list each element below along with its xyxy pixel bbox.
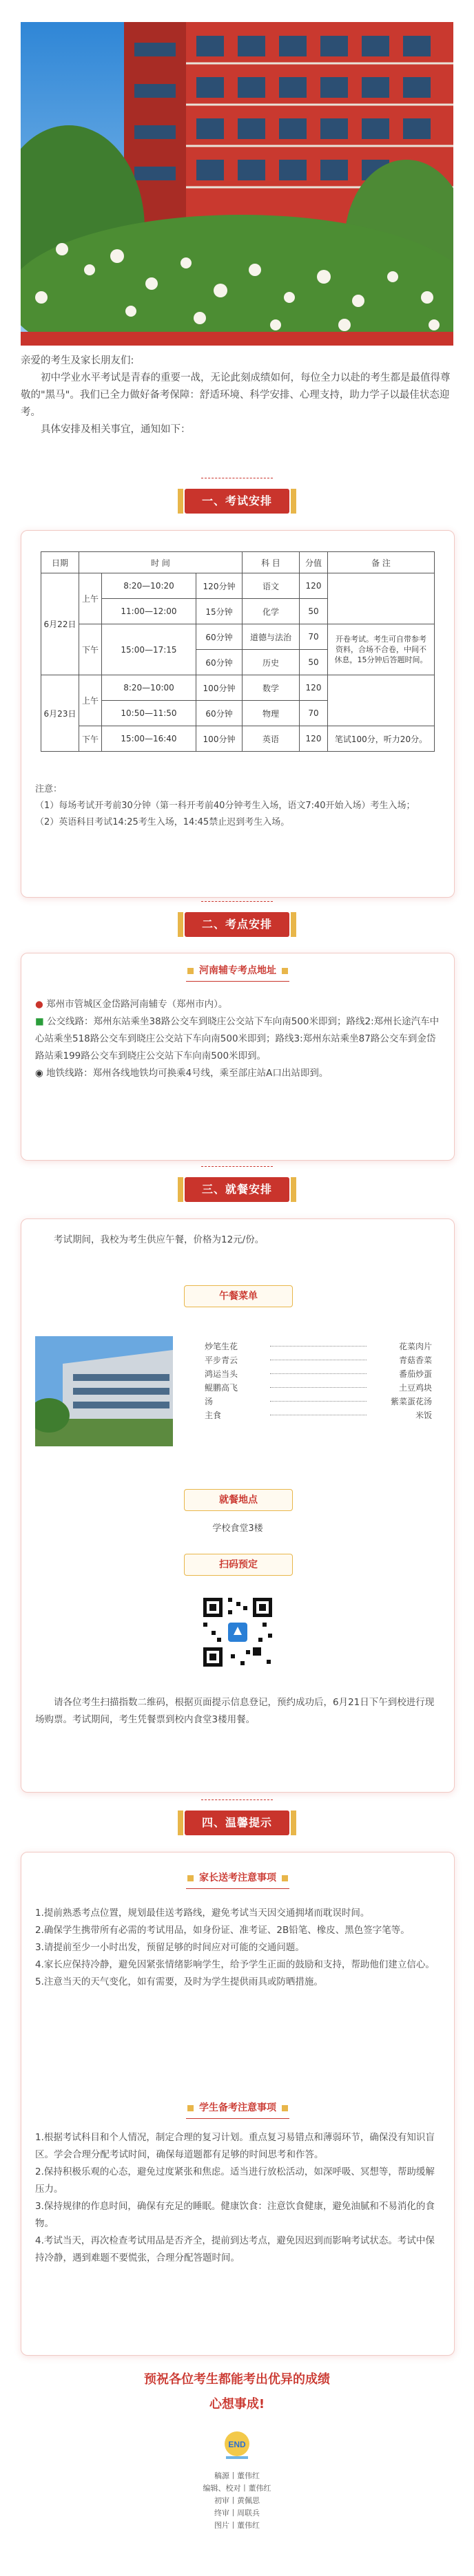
credits xyxy=(0,2470,474,2532)
bus-icon: ■ xyxy=(35,1016,44,1027)
notes-title: 注意： xyxy=(35,784,63,794)
period-cell: 下午 xyxy=(79,624,102,675)
note-item: （2）英语科目考试14:25考生入场，14:45禁止迟到考生入场。 xyxy=(35,817,290,827)
score-cell: 120 xyxy=(300,675,328,701)
venue-card xyxy=(21,953,455,1161)
bus-routes: 公交线路：郑州东站乘坐38路公交车到晓庄公交站下车向南500米即到；路线2:郑州长途汽车中心站乘坐518路公交车到晓庄公交站下车向南500米即到；路线3:郑州东站乘坐87路公交车到金岱路站乘199路公交车到晓庄公交站下车向南500米即到。 xyxy=(35,1016,440,1062)
credit-line: 终审丨周联兵 xyxy=(214,2509,260,2517)
table-header: 备 注 xyxy=(328,552,435,573)
closing-line-2: 心想事成! xyxy=(209,2397,265,2411)
menu-list: 炒笔生花 花菜肉片 平步青云 青菇香菜 鸿运当头 番茄炒蛋 鲲鹏高飞 土豆鸡块 汤 紫菜蛋花汤 主食 米饭 xyxy=(205,1342,432,1420)
dining-card xyxy=(21,1218,455,1793)
duration-cell: 100分钟 xyxy=(196,726,243,752)
period-cell: 下午 xyxy=(79,726,102,752)
score-cell: 50 xyxy=(300,650,328,675)
location-pin-icon: ● xyxy=(35,999,43,1010)
duration-cell: 100分钟 xyxy=(196,675,243,701)
exam-schedule-card xyxy=(21,530,455,898)
section-header-venue xyxy=(0,898,474,947)
credit-line: 图片丨董伟红 xyxy=(214,2521,260,2530)
time-cell: 8:20—10:00 xyxy=(102,675,196,701)
subject-cell: 化学 xyxy=(243,599,300,624)
date-cell: 6月22日 xyxy=(41,573,79,675)
tip-item: 3.请提前至少一小时出发，预留足够的时间应对可能的交通问题。 xyxy=(35,1942,305,1953)
dining-hall-photo xyxy=(35,1336,173,1446)
exam-schedule-table xyxy=(41,551,435,752)
time-cell: 8:20—10:20 xyxy=(102,573,196,599)
time-cell: 15:00—16:40 xyxy=(102,726,196,752)
subject-cell: 道德与法治 xyxy=(243,624,300,650)
diamond-icon xyxy=(282,2105,288,2111)
closing-line-1: 预祝各位考生都能考出优异的成绩 xyxy=(144,2372,330,2387)
diamond-icon xyxy=(187,968,194,974)
table-header: 科 目 xyxy=(243,552,300,573)
hero-campus-photo xyxy=(21,22,453,346)
tips-card xyxy=(21,1852,455,2356)
credit-line: 稿源丨董伟红 xyxy=(214,2471,260,2480)
note-item: （1）每场考试开考前30分钟（第一科开考前40分钟考生入场，语文7:40开始入场）考生入场； xyxy=(35,801,415,811)
intro-paragraph-1: 初中学业水平考试是青春的重要一战，无论此刻成绩如何，每位全力以赴的考生都是最值得尊敬的"黑马"。我们已全力做好备考保障：舒适环境、科学安排、心理支持，助力学子以最佳状态迎考。 xyxy=(21,372,451,418)
subject-cell: 物理 xyxy=(243,701,300,726)
section-title: 一、考试安排 xyxy=(185,489,289,514)
duration-cell: 60分钟 xyxy=(196,701,243,726)
duration-cell: 120分钟 xyxy=(196,573,243,599)
table-header: 时 间 xyxy=(79,552,243,573)
time-cell: 11:00—12:00 xyxy=(102,599,196,624)
scan-order-title: 扫码预定 xyxy=(184,1554,293,1576)
venue-address: 郑州市管城区金岱路河南辅专（郑州市内）。 xyxy=(46,999,228,1010)
exam-notes xyxy=(35,781,442,831)
score-cell: 120 xyxy=(300,573,328,599)
duration-cell: 15分钟 xyxy=(196,599,243,624)
section-title: 二、考点安排 xyxy=(185,912,289,937)
diamond-icon xyxy=(282,968,288,974)
tip-item: 2.保持积极乐观的心态，避免过度紧张和焦虑。适当进行放松活动，如深呼吸、冥想等，帮助缓解压力。 xyxy=(35,2166,435,2195)
greeting: 亲爱的考生及家长朋友们: xyxy=(21,355,134,366)
period-cell: 上午 xyxy=(79,573,102,624)
intro-text xyxy=(21,352,453,439)
dining-place-title: 就餐地点 xyxy=(184,1489,293,1511)
diamond-icon xyxy=(187,2105,194,2111)
parents-tips xyxy=(35,1905,442,1991)
diamond-icon xyxy=(187,1875,194,1881)
end-label: END xyxy=(228,2440,246,2449)
duration-cell: 60分钟 xyxy=(196,624,243,650)
students-tips-title: 学生备考注意事项 xyxy=(21,2100,454,2114)
section-header-exam xyxy=(0,475,474,523)
tip-item: 4.家长应保持冷静，避免因紧张情绪影响学生，给予学生正面的鼓励和支持，帮助他们建立信心。 xyxy=(35,1959,435,1970)
section-title: 四、温馨提示 xyxy=(185,1810,289,1835)
students-tips xyxy=(35,2129,442,2267)
dining-intro: 考试期间，我校为考生供应午餐，价格为12元/份。 xyxy=(54,1234,265,1245)
parents-tips-title: 家长送考注意事项 xyxy=(21,1870,454,1884)
tip-item: 1.根据考试科目和个人情况，制定合理的复习计划。重点复习易错点和薄弱环节，确保没有知识盲区。学会合理分配考试时间，确保每道题都有足够的时间思考和作答。 xyxy=(35,2132,435,2160)
table-header: 日期 xyxy=(41,552,79,573)
tip-item: 2.确保学生携带所有必需的考试用品，如身份证、准考证、2B铅笔、橡皮、黑色签字笔等。 xyxy=(35,1925,410,1936)
tip-item: 4.考试当天，再次检查考试用品是否齐全，提前到达考点，避免因迟到而影响考试状态。考试中保持冷静，遇到难题不要慌张，合理分配答题时间。 xyxy=(35,2235,435,2263)
subject-cell: 语文 xyxy=(243,573,300,599)
metro-route: 地铁线路：郑州各线地铁均可换乘4号线，乘至部庄站A口出站即到。 xyxy=(46,1068,329,1079)
intro-paragraph-2: 具体安排及相关事宜，通知如下： xyxy=(41,424,191,435)
score-cell: 50 xyxy=(300,599,328,624)
diamond-icon xyxy=(282,1875,288,1881)
venue-details xyxy=(35,996,442,1082)
subject-cell: 数学 xyxy=(243,675,300,701)
section-header-tips xyxy=(0,1797,474,1845)
dining-place: 学校食堂3楼 xyxy=(212,1523,263,1534)
remark-cell: 笔试100分，听力20分。 xyxy=(328,726,435,752)
date-cell: 6月23日 xyxy=(41,675,79,752)
section-title: 三、就餐安排 xyxy=(185,1177,289,1202)
dining-instructions: 请各位考生扫描指数二维码，根据页面提示信息登记，预约成功后，6月21日下午到校进行现场购票。考试期间，考生凭餐票到校内食堂3楼用餐。 xyxy=(35,1697,435,1725)
subject-cell: 历史 xyxy=(243,650,300,675)
time-cell: 10:50—11:50 xyxy=(102,701,196,726)
score-cell: 70 xyxy=(300,624,328,650)
tip-item: 3.保持规律的作息时间，确保有充足的睡眠。健康饮食：注意饮食健康，避免油腻和不易消化的食物。 xyxy=(35,2201,435,2229)
score-cell: 70 xyxy=(300,701,328,726)
metro-icon: ◉ xyxy=(35,1068,43,1079)
tip-item: 1.提前熟悉考点位置，规划最佳送考路线，避免考试当天因交通拥堵而耽误时间。 xyxy=(35,1908,370,1919)
end-badge xyxy=(220,2429,254,2462)
section-header-dining xyxy=(0,1163,474,1212)
credit-line: 初审丨黄佩思 xyxy=(214,2496,260,2505)
subject-cell: 英语 xyxy=(243,726,300,752)
time-cell: 15:00—17:15 xyxy=(102,624,196,675)
qr-code[interactable] xyxy=(200,1595,275,1669)
remark-cell: 开卷考试。考生可自带参考资料，合场不合卷，中间不休息，15分钟后答题时间。 xyxy=(328,624,435,675)
table-header: 分值 xyxy=(300,552,328,573)
period-cell: 上午 xyxy=(79,675,102,726)
menu-title: 午餐菜单 xyxy=(184,1285,293,1307)
tip-item: 5.注意当天的天气变化，如有需要，及时为学生提供雨具或防晒措施。 xyxy=(35,1976,323,1987)
credit-line: 编辑、校对丨董伟红 xyxy=(203,2484,271,2493)
duration-cell: 60分钟 xyxy=(196,650,243,675)
score-cell: 120 xyxy=(300,726,328,752)
venue-title: 河南辅专考点地址 xyxy=(21,963,454,977)
